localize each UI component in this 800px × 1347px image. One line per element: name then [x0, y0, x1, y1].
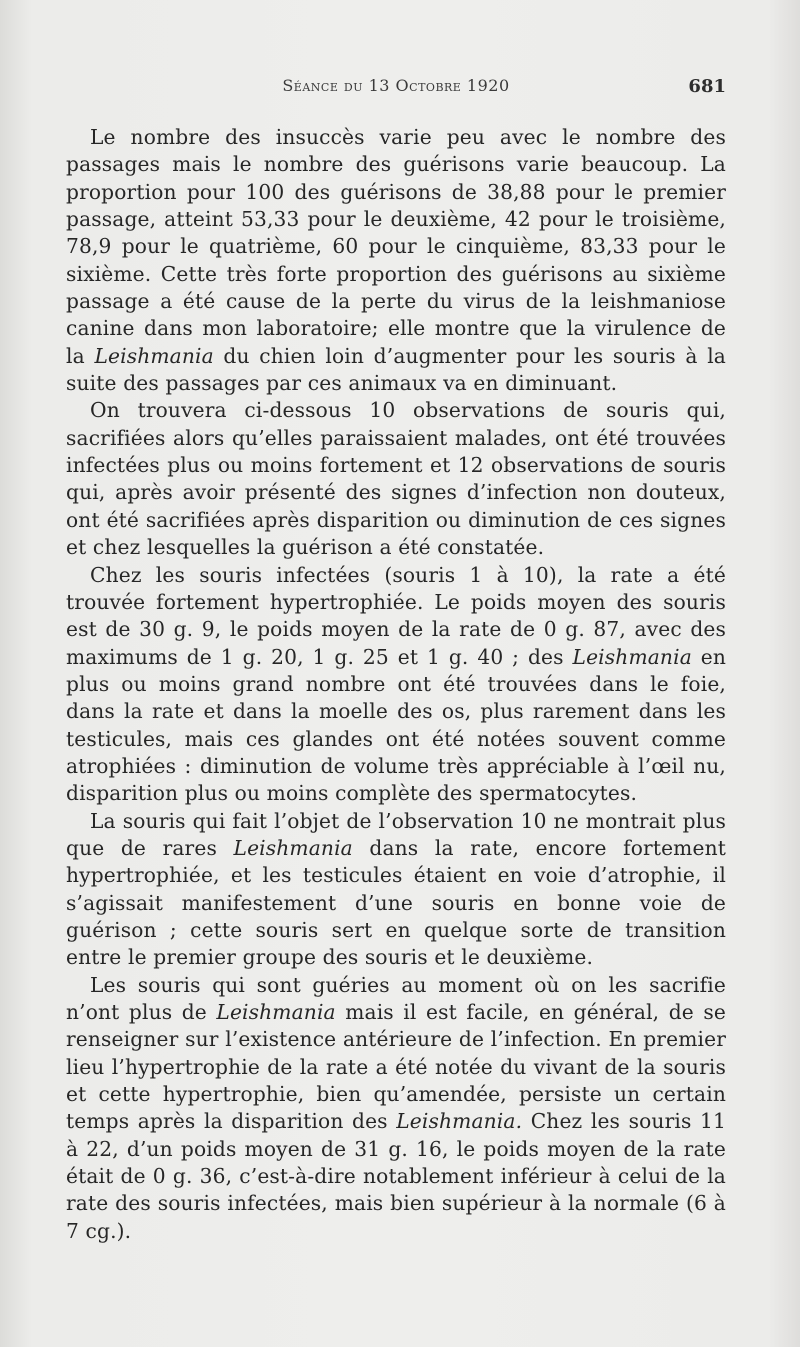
page-header [66, 76, 726, 102]
text-segment: On trouvera ci-dessous 10 observations de souris qui, sacrifiées alors qu’elles paraissaient malades, ont été trouvées infectées plus ou moins fortement et 12 observations de souris qui, après avoir présenté des signes d’infection non douteux, ont été sacrifiées après disparition ou diminution de ces signes et chez lesquelles la guérison a été constatée. [66, 398, 726, 560]
text-segment: Le nombre des insuccès varie peu avec le nombre des passages mais le nombre des guérisons varie beaucoup. La proportion pour 100 des guérisons de 38,88 pour le premier passage, atteint 53,33 pour le deuxième, 42 pour le troisième, 78,9 pour le quatrième, 60 pour le cinquième, 83,33 pour le sixième. Cette très forte proportion des guérisons au sixième passage a été cause de la perte du virus de la leishmaniose canine dans mon laboratoire; elle montre que la virulence de la [66, 125, 726, 368]
text-segment: Chez les souris infectées (souris 1 à 10), la rate a été trouvée fortement hypertrophiée. Le poids moyen des souris est de 30 g. 9, le poids moyen de la rate de 0 g. 87, avec des maximums de 1 g. 20, 1 g. 25 et 1 g. 40 ; des [66, 562, 726, 669]
paragraph [66, 397, 726, 561]
taxon-name: Leishmania [233, 835, 353, 860]
body-text [66, 124, 726, 1245]
text-segment: La souris qui fait l’objet de l’observation 10 ne montrait plus que de rares [66, 808, 726, 860]
taxon-name: Leishmania [572, 644, 692, 669]
text-segment: dans la rate, encore fortement hypertrophiée, et les testicules étaient en voie d’atrophie, il s’agissait manifestement d’une souris en bonne voie de guérison ; cette souris sert en quelque sorte de transition entre le premier groupe des souris et le deuxième. [66, 835, 726, 970]
page-number: 681 [688, 76, 726, 97]
running-title: Séance du 13 Octobre 1920 [282, 76, 510, 95]
paragraph [66, 808, 726, 972]
taxon-name: Leishmania [94, 343, 214, 368]
taxon-name: Leishmania. [396, 1109, 523, 1134]
text-segment: mais il est facile, en général, de se renseigner sur l’existence antérieure de l’infection. En premier lieu l’hypertrophie de la rate a été notée du vivant de la souris et cette hypertrophie, bien qu’amendée, persiste un certain temps après la disparition des [66, 1000, 726, 1134]
text-segment: Les souris qui sont guéries au moment où on les sacrifie n’ont plus de [66, 972, 726, 1024]
paragraph [66, 972, 726, 1245]
paragraph [66, 124, 726, 397]
taxon-name: Leishmania [216, 1000, 336, 1024]
text-segment: du chien loin d’augmenter pour les souris à la suite des passages par ces animaux va en diminuant. [66, 343, 726, 396]
paragraph [66, 562, 726, 808]
text-segment: en plus ou moins grand nombre ont été trouvées dans le foie, dans la rate et dans la moelle des os, plus rarement dans les testicules, mais ces glandes ont été notées souvent comme atrophiées : diminution de volume très appréciable à l’œil nu, disparition plus ou moins complète des spermatocytes. [66, 644, 726, 806]
text-segment: Chez les souris 11 à 22, d’un poids moyen de 31 g. 16, le poids moyen de la rate était de 0 g. 36, c’est-à-dire notablement inférieur à celui de la rate des souris infectées, mais bien supérieur à la normale (6 à 7 cg.). [66, 1109, 727, 1243]
